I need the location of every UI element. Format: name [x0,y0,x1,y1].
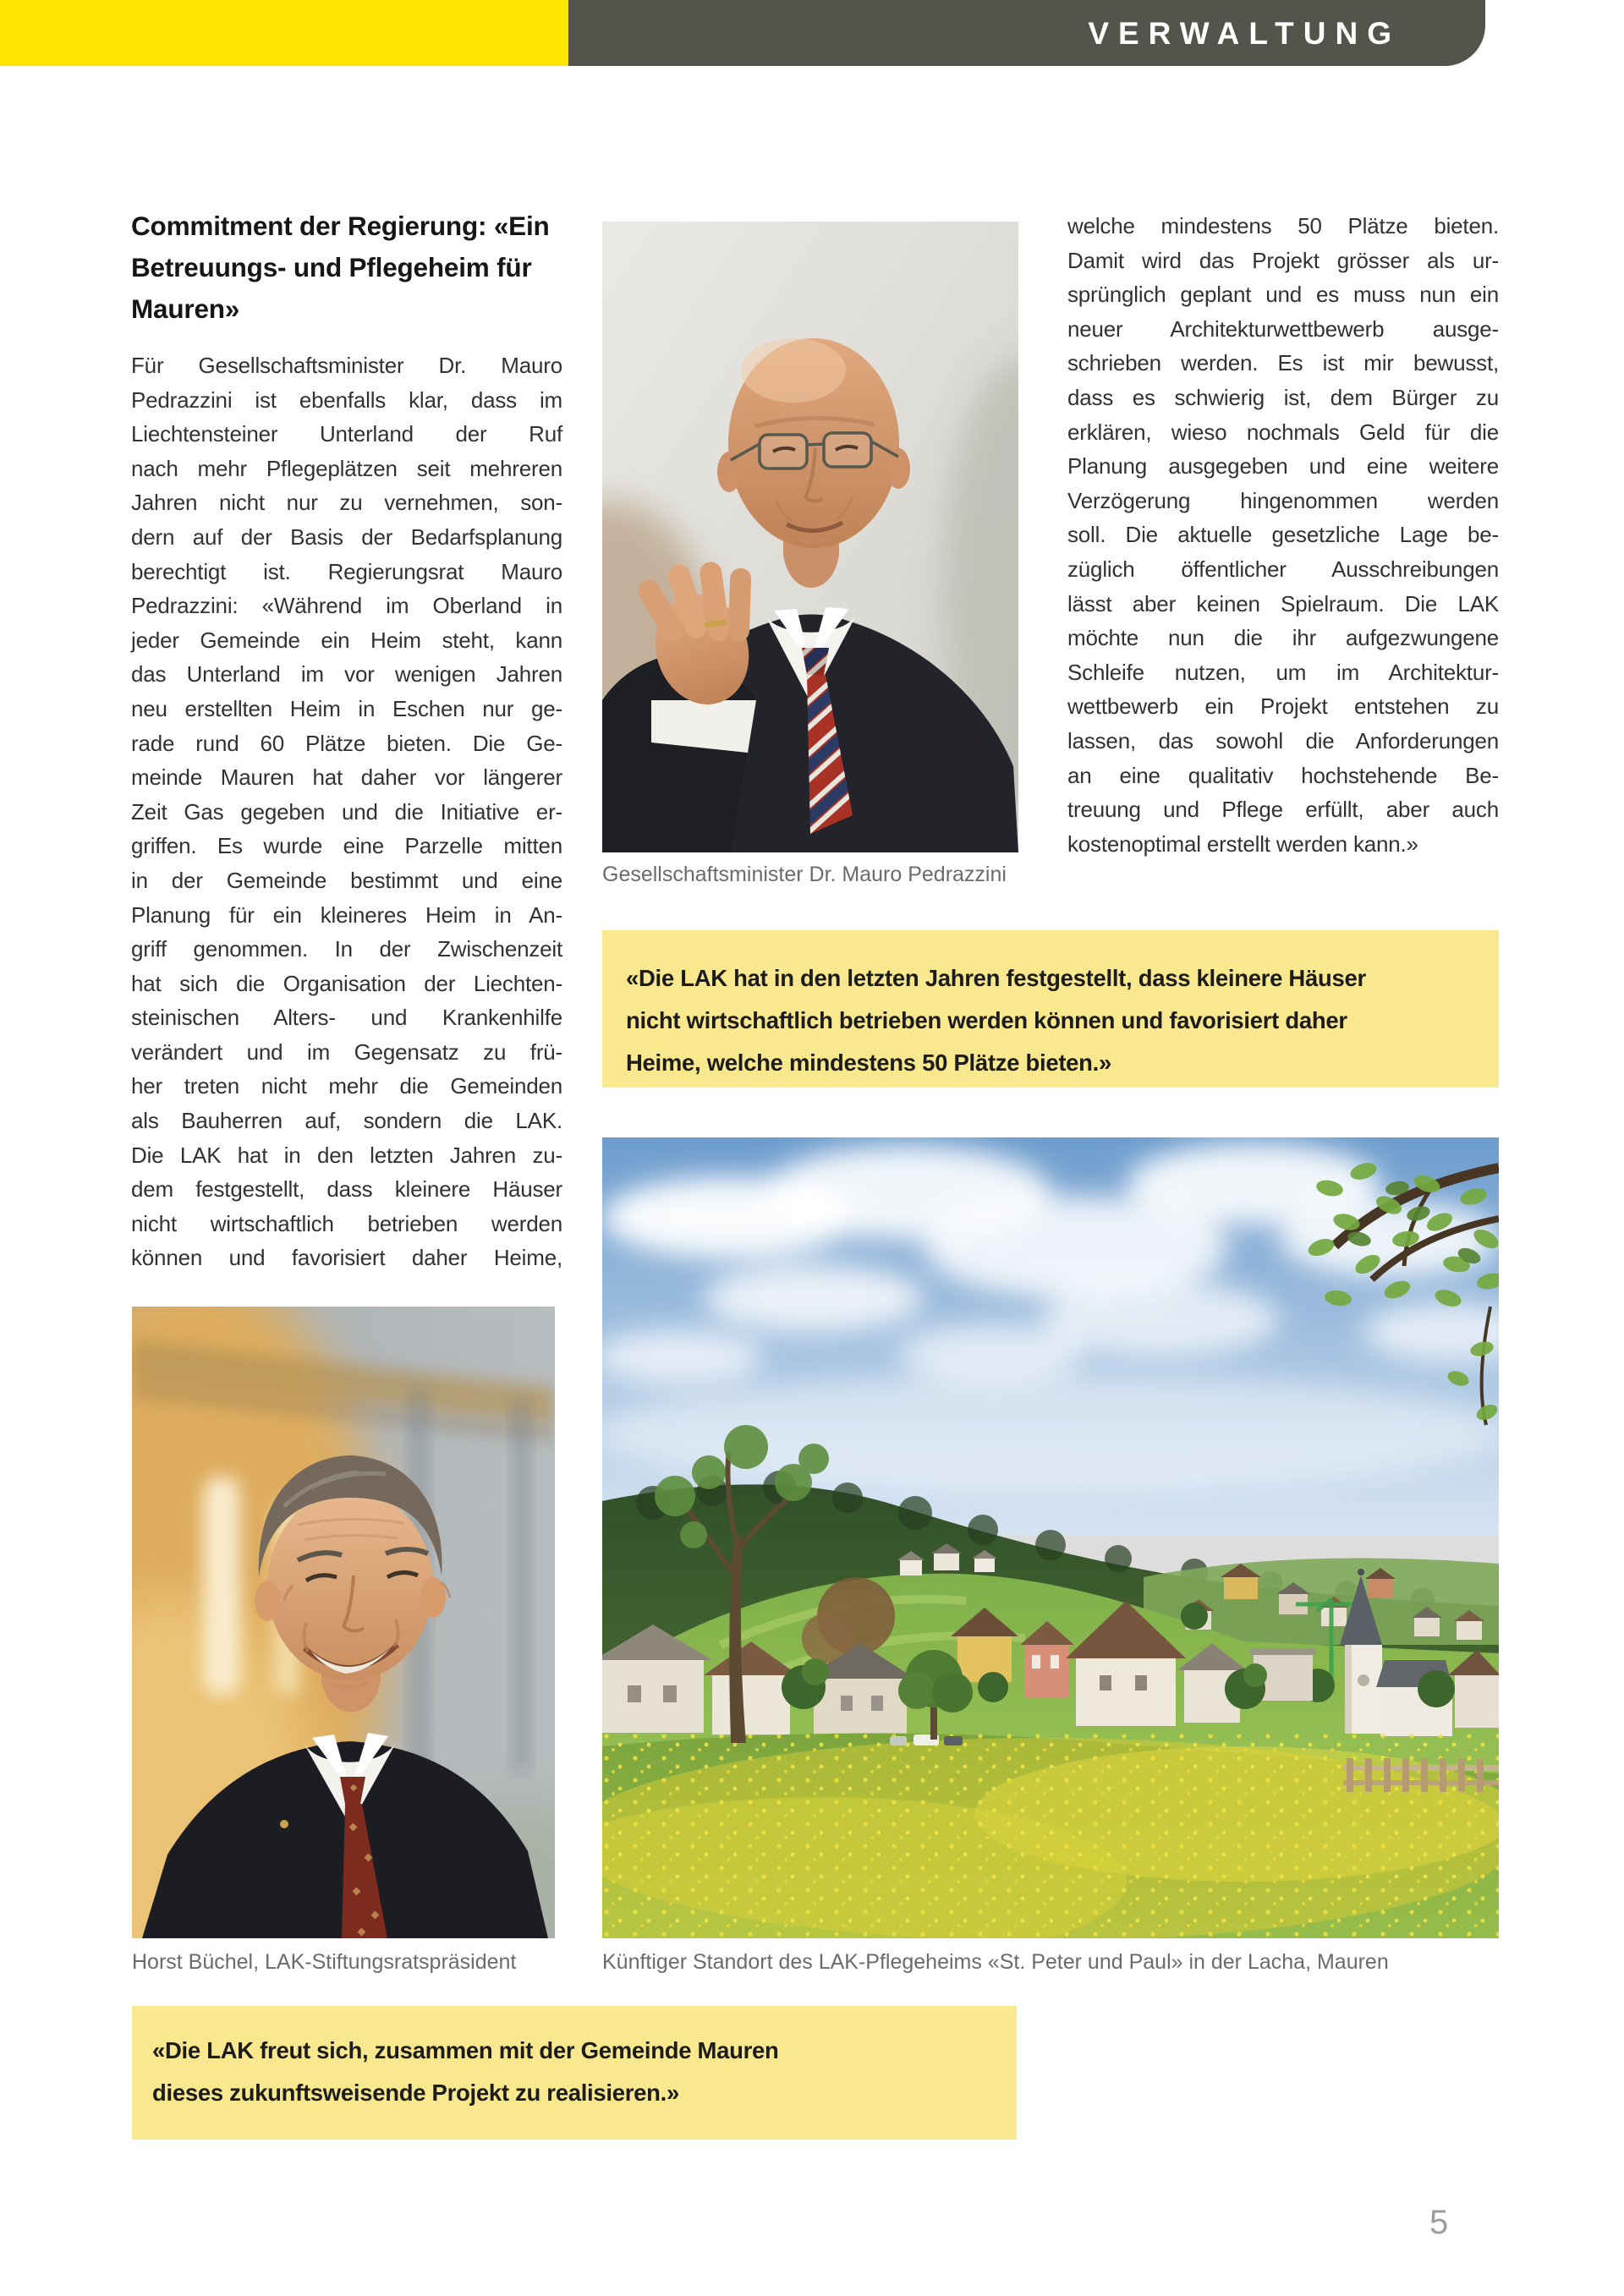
president-photo-caption: Horst Büchel, LAK-Stiftungsratspräsident [132,1950,517,1974]
president-portrait-illustration [132,1307,555,1938]
president-portrait-photo [132,1307,555,1938]
lapel-pin [280,1820,288,1828]
minister-portrait-illustration [602,222,1018,852]
site-landscape-illustration [602,1137,1499,1938]
minister-photo-caption: Gesellschaftsminister Dr. Mauro Pedrazzini [602,863,1007,886]
section-label: VERWALTUNG [1088,16,1401,51]
site-landscape-photo [602,1137,1499,1938]
body-text-right-column: welche mindestens 50 Plätze bieten. Damit wird das Projekt grösser als ur- sprünglich geplant und es muss nun ein neuer Architekturwettbewerb ausge- schrieben werden. Es ist mir bewusst, dass es schwierig ist, dem Bürger zu erklären, wieso nochmals Geld für die Planung ausgegeben und eine weitere Verzögerung hingenommen werden soll. Die aktuelle gesetzliche Lage be- züglich öffentlicher Ausschreibungen lässt aber keinen Spielraum. Die LAK möchte nun die ihr aufgezwungene Schleife nutzen, um im Architektur- wettbewerb ein Projekt entstehen zu lassen, das sowohl die Anforderungen an eine qualitativ hochstehende Be- treuung und Pflege erfüllt, aber auch kostenoptimal erstellt werden kann.» [1067,213,1499,857]
flower-field [602,1729,1499,1938]
minister-portrait-photo [602,222,1018,852]
site-photo-caption: Künftiger Standort des LAK-Pflegeheims «St. Peter und Paul» in der Lacha, Mauren [602,1950,1389,1974]
article-heading: Commitment der Regierung: «Ein Betreuungs- und Pflegeheim für Mauren» [131,211,550,324]
accent-bar [0,0,568,66]
pull-quote-box-lak-heime: «Die LAK hat in den letzten Jahren festgestellt, dass kleinere Häuser nicht wirtschaftlich betrieben werden können und favorisiert daher Heime, welche mindestens 50 Plätze bieten.» [602,930,1499,1088]
page-number: 5 [1429,2204,1449,2241]
section-tab [568,0,1485,66]
pull-quote-box-lak-freut-sich: «Die LAK freut sich, zusammen mit der Gemeinde Mauren dieses zukunftsweisende Projekt zu realisieren.» [132,2006,1017,2140]
body-text-left-column: Für Gesellschaftsminister Dr. Mauro Pedrazzini ist ebenfalls klar, dass im Liechtensteiner Unterland der Ruf nach mehr Pflegeplätzen seit mehreren Jahren nicht nur zu vernehmen, son- dern auf der Basis der Bedarfsplanung berechtigt ist. Regierungsrat Mauro Pedrazzini: «Während im Oberland in jeder Gemeinde ein Heim steht, kann das Unterland im vor wenigen Jahren neu erstellten Heim in Eschen nur ge- rade rund 60 Plätze bieten. Die Ge- meinde Mauren hat daher vor längerer Zeit Gas gegeben und die Initiative er- griffen. Es wurde eine Parzelle mitten in der Gemeinde bestimmt und eine Planung für ein kleineres Heim in An- griff genommen. In der Zwischenzeit hat sich die Organisation der Liechten- steinischen Alters- und Krankenhilfe verändert und im Gegensatz zu frü- her treten nicht mehr die Gemeinden als Bauherren auf, sondern die LAK. Die LAK hat in den letzten Jahren zu- dem festgestellt, dass kleinere Häuser nicht wirtschaftlich betrieben werden können und favorisiert daher Heime, [131,353,562,1271]
